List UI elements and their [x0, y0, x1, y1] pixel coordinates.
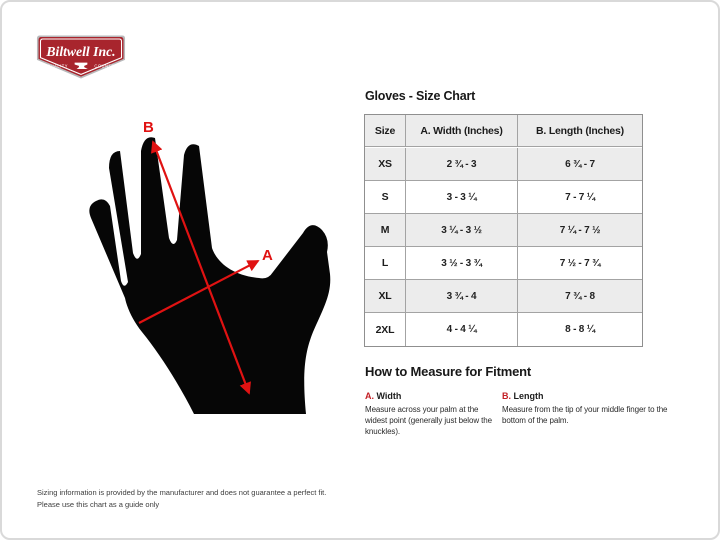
table-cell-width: 3 ½ - 3 ¾: [406, 247, 518, 280]
size-chart-table: [364, 114, 643, 347]
measure-key-b: B.: [502, 391, 511, 401]
glove-silhouette: [82, 102, 342, 422]
column-header-length: B. Length (Inches): [518, 115, 642, 147]
label-b: B: [143, 119, 154, 136]
measure-label-width: Width: [376, 391, 402, 401]
logo-tagline-right: COUNTS”: [94, 63, 117, 69]
measure-item-width: [365, 391, 498, 438]
biltwell-logo: [35, 33, 127, 81]
disclaimer: [37, 487, 326, 510]
logo-brand-text: Biltwell Inc.: [46, 44, 116, 60]
size-chart-title: Gloves - Size Chart: [365, 89, 476, 103]
table-cell-size: S: [365, 181, 406, 214]
table-cell-length: 7 ½ - 7 ¾: [518, 247, 642, 280]
glove-measurement-diagram: [82, 102, 342, 422]
disclaimer-line1: Sizing information is provided by the manufacturer and does not guarantee a perfect fit.: [37, 488, 327, 497]
table-cell-size: XL: [365, 280, 406, 313]
table-cell-length: 7 ¾ - 8: [518, 280, 642, 313]
measure-item-heading: [365, 391, 498, 401]
measure-text-width: Measure across your palm at the widest point (generally just below the knuckles).: [365, 405, 492, 437]
disclaimer-line2: Please use this chart as a guide only: [37, 499, 160, 509]
table-cell-size: 2XL: [365, 313, 406, 346]
measure-item-heading: [502, 391, 672, 401]
measure-instructions: [365, 391, 672, 438]
table-cell-width: 3 ¼ - 3 ½: [406, 214, 518, 247]
table-cell-width: 2 ¾ - 3: [406, 148, 518, 181]
table-cell-length: 8 - 8 ¼: [565, 324, 595, 335]
label-a: A: [262, 247, 273, 264]
column-header-size: Size: [365, 115, 406, 147]
measure-text-length: Measure from the tip of your middle finger to the bottom of the palm.: [502, 405, 668, 426]
measure-section-title: How to Measure for Fitment: [365, 364, 531, 379]
table-cell-size: L: [365, 247, 406, 280]
measure-label-length: Length: [513, 391, 544, 401]
table-cell-width: 4 - 4 ¼: [406, 313, 518, 346]
table-cell-length: 7 ¼ - 7 ½: [518, 214, 642, 247]
table-cell-size: XS: [365, 148, 406, 181]
measure-key-a: A.: [365, 391, 374, 401]
table-cell-width: 3 ¾ - 4: [406, 280, 518, 313]
hand-shape: [89, 137, 330, 414]
table-cell-width: 3 - 3 ¼: [406, 181, 518, 214]
column-header-width: A. Width (Inches): [406, 115, 518, 147]
measure-item-length: [502, 391, 672, 438]
table-cell-length: 6 ¾ - 7: [518, 148, 642, 181]
logo-tagline-left: “QUALITY: [45, 63, 68, 69]
table-cell-length: 7 - 7 ¼: [518, 181, 642, 214]
table-cell-size: M: [365, 214, 406, 247]
